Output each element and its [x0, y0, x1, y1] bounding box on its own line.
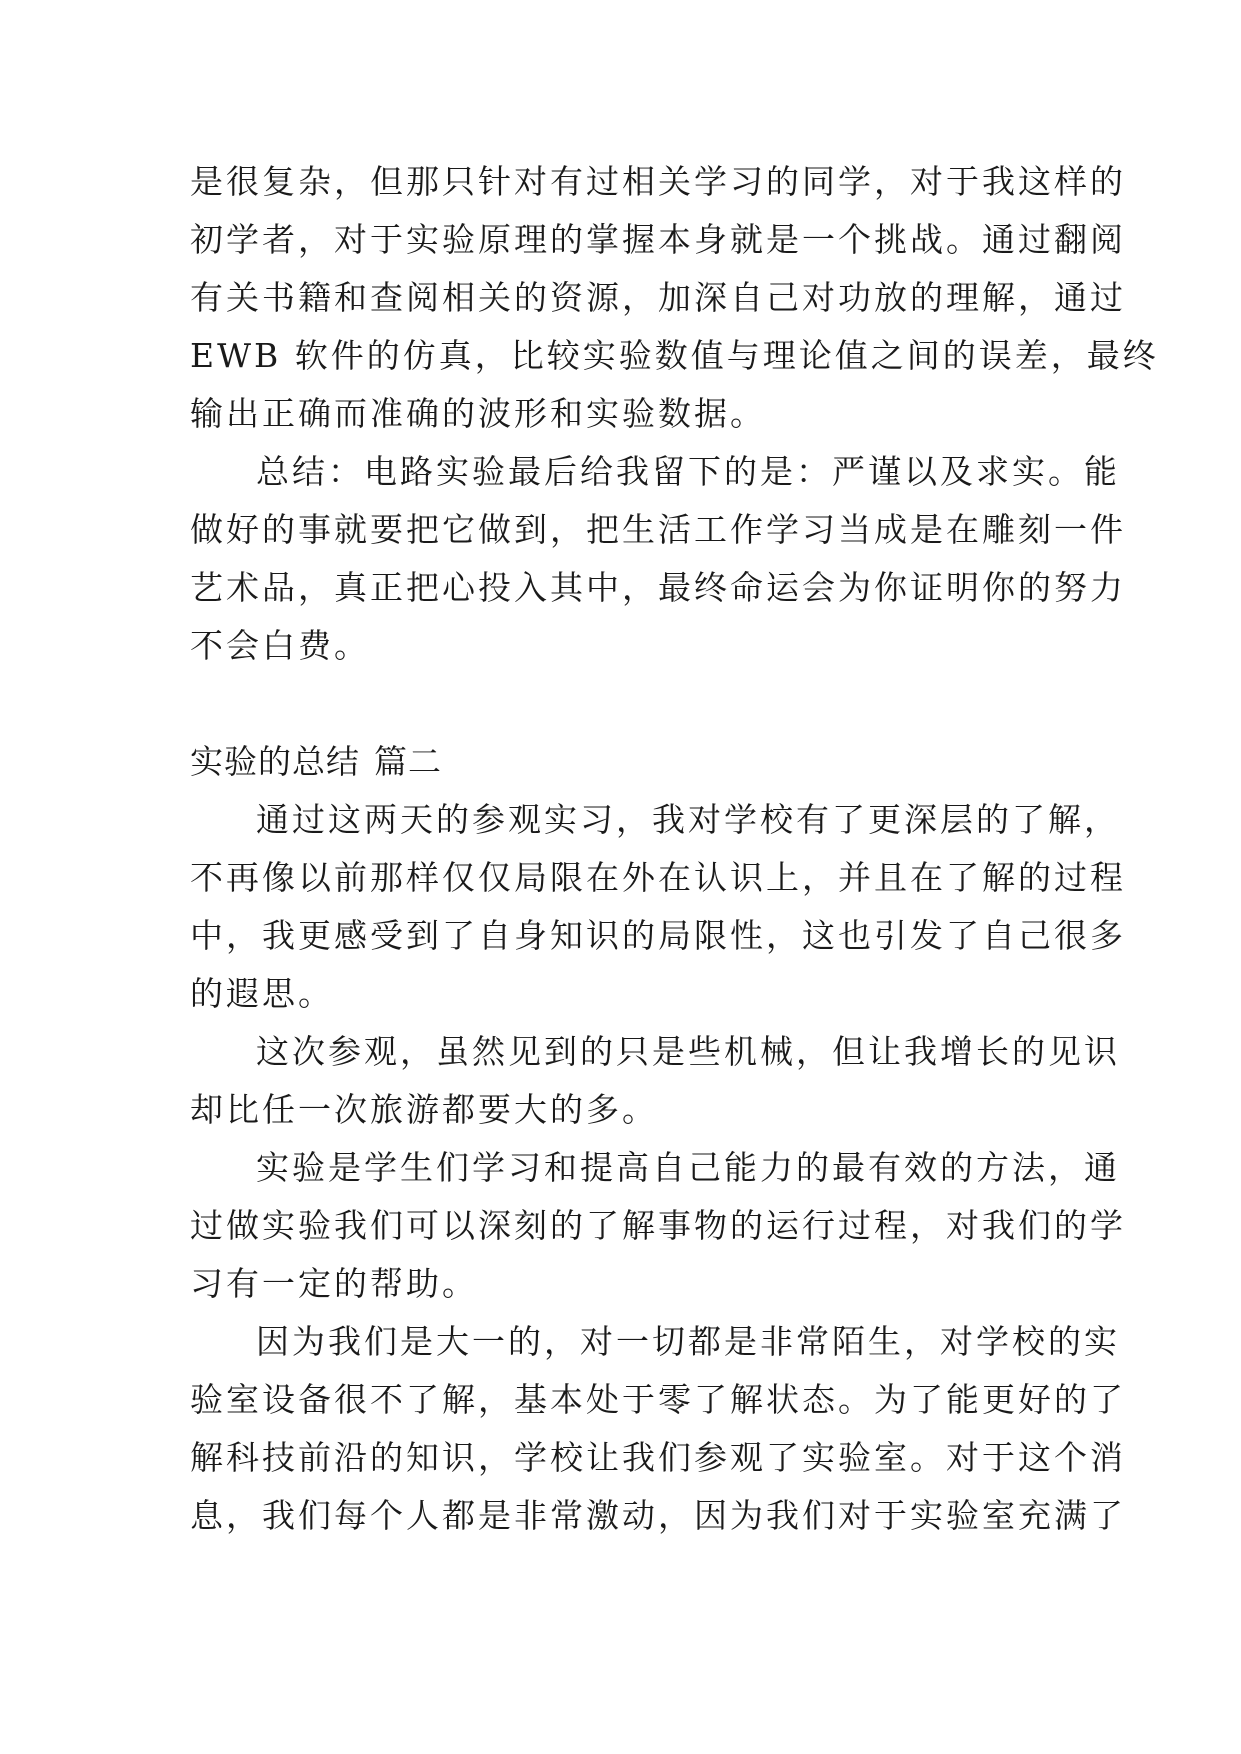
paragraph-line: 通过这两天的参观实习，我对学校有了更深层的了解， — [256, 800, 1120, 839]
paragraph-line: EWB 软件的仿真，比较实验数值与理论值之间的误差，最终 — [190, 336, 1159, 375]
paragraph-line: 艺术品，真正把心投入其中，最终命运会为你证明你的努力 — [190, 568, 1126, 607]
paragraph-line: 做好的事就要把它做到，把生活工作学习当成是在雕刻一件 — [190, 510, 1126, 549]
paragraph-line: 却比任一次旅游都要大的多。 — [190, 1090, 658, 1129]
paragraph-line: 息，我们每个人都是非常激动，因为我们对于实验室充满了 — [190, 1496, 1126, 1535]
paragraph-line: 实验是学生们学习和提高自己能力的最有效的方法，通 — [256, 1148, 1120, 1187]
paragraph-line: 因为我们是大一的，对一切都是非常陌生，对学校的实 — [256, 1322, 1120, 1361]
paragraph-line: 有关书籍和查阅相关的资源，加深自己对功放的理解，通过 — [190, 278, 1126, 317]
paragraph-line: 习有一定的帮助。 — [190, 1264, 478, 1303]
paragraph-line: 的遐思。 — [190, 974, 334, 1013]
paragraph-line: 过做实验我们可以深刻的了解事物的运行过程，对我们的学 — [190, 1206, 1126, 1245]
paragraph-line: 不再像以前那样仅仅局限在外在认识上，并且在了解的过程 — [190, 858, 1126, 897]
paragraph-line: 验室设备很不了解，基本处于零了解状态。为了能更好的了 — [190, 1380, 1126, 1419]
paragraph-line: 不会白费。 — [190, 626, 370, 665]
section-heading — [190, 742, 442, 782]
paragraph-line: 输出正确而准确的波形和实验数据。 — [190, 394, 766, 433]
section-part: 篇二 — [374, 742, 442, 781]
paragraph-line: 是很复杂，但那只针对有过相关学习的同学，对于我这样的 — [190, 162, 1126, 201]
paragraph-line: 初学者，对于实验原理的掌握本身就是一个挑战。通过翻阅 — [190, 220, 1126, 259]
paragraph-line: 这次参观，虽然见到的只是些机械，但让我增长的见识 — [256, 1032, 1120, 1071]
paragraph-line: 中，我更感受到了自身知识的局限性，这也引发了自己很多 — [190, 916, 1126, 955]
paragraph-line: 总结：电路实验最后给我留下的是：严谨以及求实。能 — [256, 452, 1120, 491]
paragraph-line: 解科技前沿的知识，学校让我们参观了实验室。对于这个消 — [190, 1438, 1126, 1477]
section-title: 实验的总结 — [190, 742, 360, 781]
